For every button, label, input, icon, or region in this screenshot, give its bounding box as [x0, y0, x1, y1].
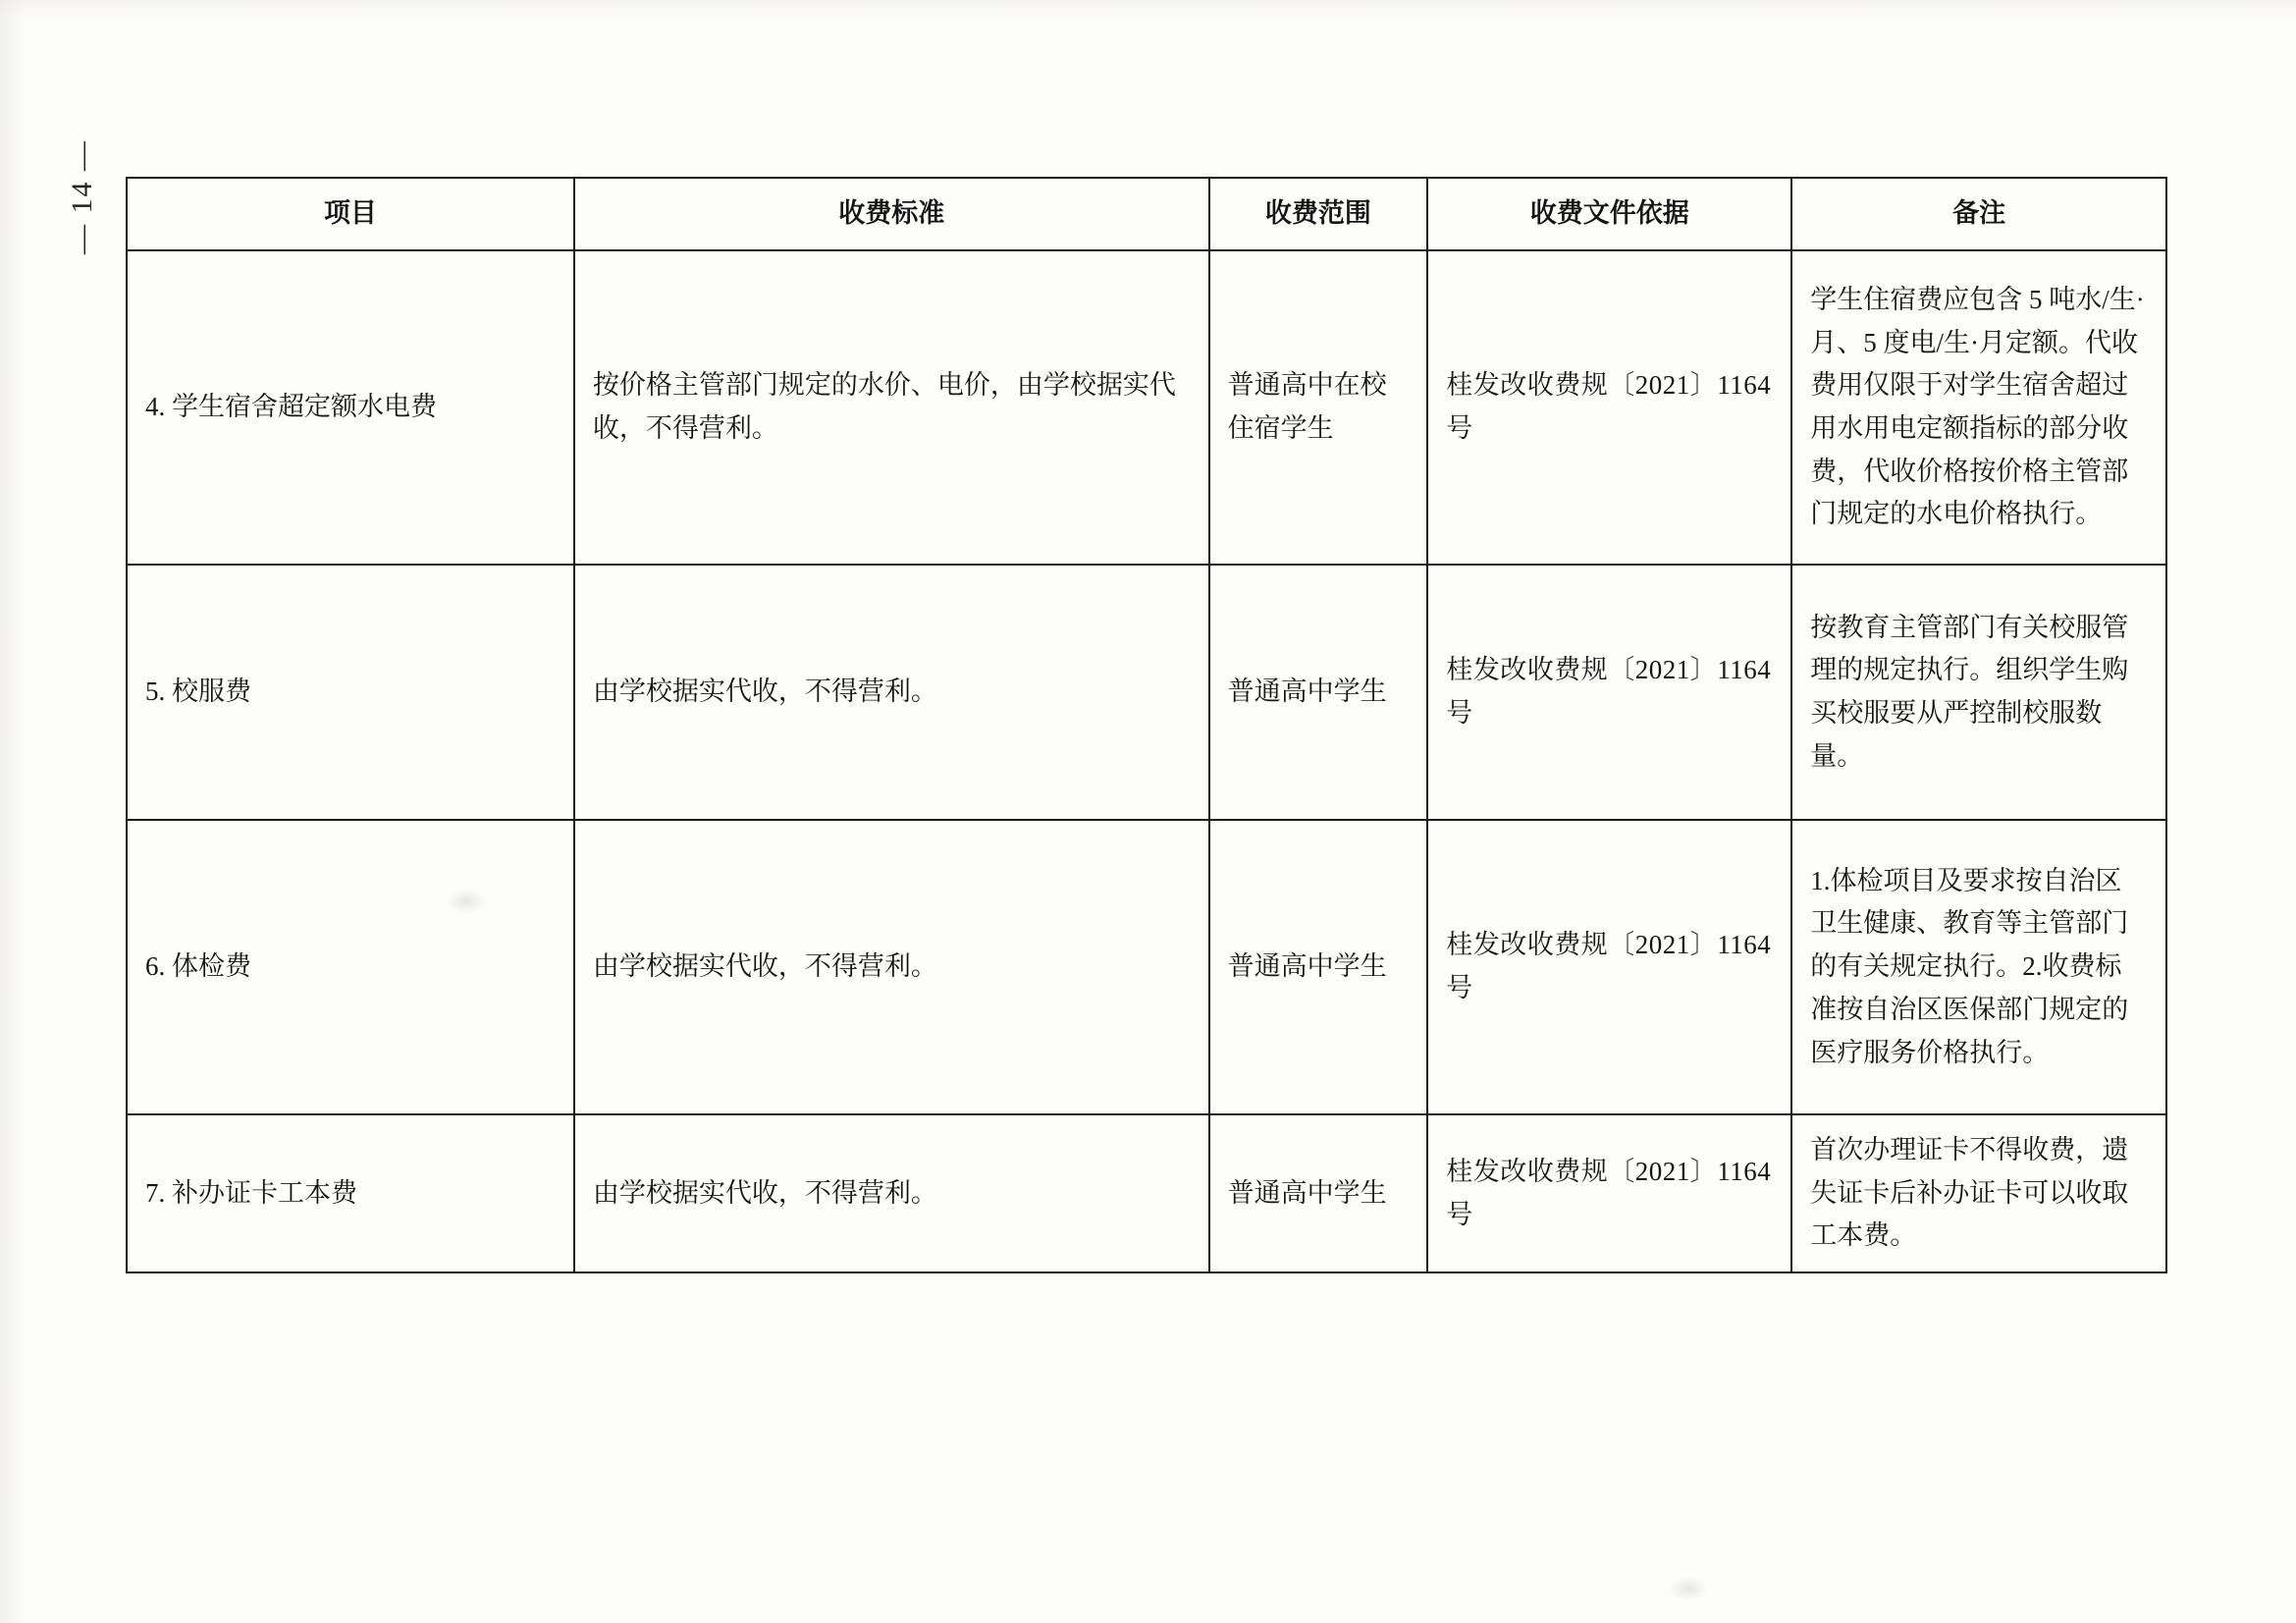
scan-smudge — [447, 889, 486, 914]
cell-scope: 普通高中学生 — [1209, 820, 1428, 1114]
cell-standard: 由学校据实代收，不得营利。 — [574, 565, 1209, 820]
scan-smudge — [1669, 1576, 1708, 1601]
cell-item: 5. 校服费 — [127, 565, 574, 820]
cell-standard: 由学校据实代收，不得营利。 — [574, 820, 1209, 1114]
cell-remark: 1.体检项目及要求按自治区卫生健康、教育等主管部门的有关规定执行。2.收费标准按自治区医保部门规定的医疗服务价格执行。 — [1791, 820, 2166, 1114]
cell-remark: 首次办理证卡不得收费，遗失证卡后补办证卡可以收取工本费。 — [1791, 1114, 2166, 1272]
table-header-row — [127, 178, 2166, 250]
cell-basis: 桂发改收费规〔2021〕1164号 — [1427, 1114, 1791, 1272]
column-header-item: 项目 — [127, 178, 574, 250]
cell-remark: 学生住宿费应包含 5 吨水/生·月、5 度电/生·月定额。代收费用仅限于对学生宿舍超过用水用电定额指标的部分收费，代收价格按价格主管部门规定的水电价格执行。 — [1791, 250, 2166, 565]
cell-scope: 普通高中在校住宿学生 — [1209, 250, 1428, 565]
table-row — [127, 565, 2166, 820]
table-row — [127, 250, 2166, 565]
cell-scope: 普通高中学生 — [1209, 565, 1428, 820]
table-row — [127, 1114, 2166, 1272]
cell-scope: 普通高中学生 — [1209, 1114, 1428, 1272]
page-number: — 14 — — [66, 139, 98, 254]
table-row — [127, 820, 2166, 1114]
column-header-remark: 备注 — [1791, 178, 2166, 250]
cell-item: 4. 学生宿舍超定额水电费 — [127, 250, 574, 565]
cell-basis: 桂发改收费规〔2021〕1164号 — [1427, 250, 1791, 565]
cell-basis: 桂发改收费规〔2021〕1164号 — [1427, 565, 1791, 820]
column-header-standard: 收费标准 — [574, 178, 1209, 250]
scan-edge-top — [0, 0, 2296, 20]
scan-edge-left — [0, 0, 26, 1623]
cell-remark: 按教育主管部门有关校服管理的规定执行。组织学生购买校服要从严控制校服数量。 — [1791, 565, 2166, 820]
cell-standard: 由学校据实代收，不得营利。 — [574, 1114, 1209, 1272]
fee-standards-table — [126, 177, 2167, 1273]
column-header-scope: 收费范围 — [1209, 178, 1428, 250]
cell-standard: 按价格主管部门规定的水价、电价，由学校据实代收，不得营利。 — [574, 250, 1209, 565]
cell-item: 6. 体检费 — [127, 820, 574, 1114]
cell-basis: 桂发改收费规〔2021〕1164号 — [1427, 820, 1791, 1114]
column-header-basis: 收费文件依据 — [1427, 178, 1791, 250]
cell-item: 7. 补办证卡工本费 — [127, 1114, 574, 1272]
